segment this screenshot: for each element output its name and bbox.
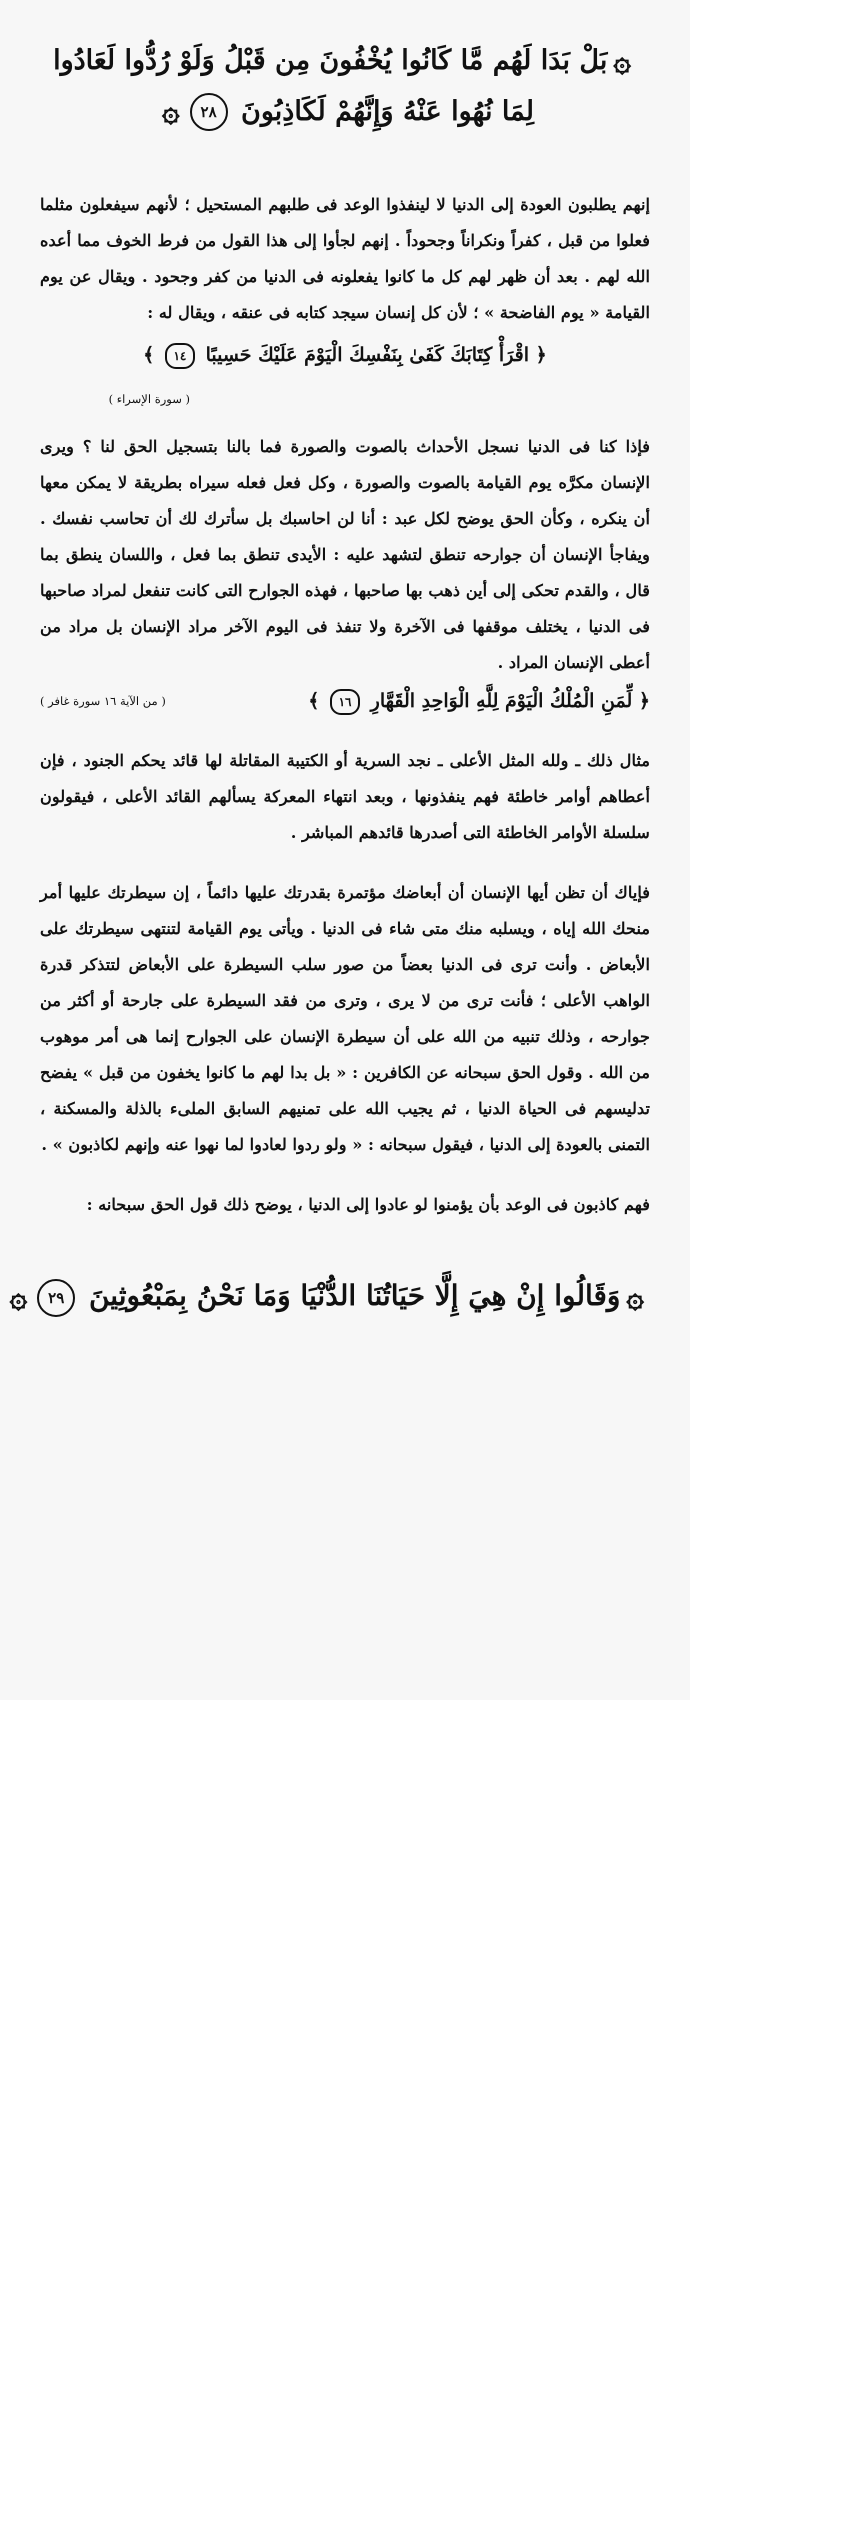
ayah-number-badge: ١٤ bbox=[165, 343, 195, 369]
footer-verse-text: وَقَالُوا إِنْ هِيَ إِلَّا حَيَاتُنَا الدُّنْيَا وَمَا نَحْنُ بِمَبْعُوثِينَ bbox=[88, 1279, 621, 1312]
bracket-open-icon: ﴿ bbox=[638, 690, 650, 712]
paragraph-2: فإذا كنا فى الدنيا نسجل الأحداث بالصوت والصورة فما بالنا بتسجيل الحق لنا ؟ ويرى الإنسان مكرَّه يوم القيامة بالصوت والصورة ، وكل فعل فعله سيراه بطريقة لا يمكن معها أن ينكره ، وكأن الحق يوضح لكل عبد : أنا لن احاسبك بل سأترك لك أن تحاسب نفسك . ويفاجأ الإنسان أن جوارحه تنطق لتشهد عليه : الأيدى تنطق بما فعل ، واللسان ينطق بما قال ، والقدم تحكى إلى أين ذهب بها صاحبها ، فهذه الجوارح التى كانت تنفعل لمراد صاحبها فى الدنيا ، يختلف موقفها فى الآخرة ولا تنفذ فى اليوم الآخر مراد الإنسان بل مراد من أعطى الإنسان المراد . bbox=[40, 437, 650, 672]
bracket-close-icon: ﴾ bbox=[143, 344, 155, 366]
header-verse-line-2 bbox=[40, 87, 650, 138]
ornament-icon: ۞ bbox=[9, 1279, 28, 1315]
quote-verse-1 bbox=[40, 337, 650, 373]
ornament-icon: ۞ bbox=[626, 1279, 644, 1315]
ornament-icon: ۞ bbox=[162, 94, 180, 129]
header-verse-line-1 bbox=[40, 36, 650, 87]
header-verse-text-2: لِمَا نُهُوا عَنْهُ وَإِنَّهُمْ لَكَاذِبُونَ bbox=[241, 95, 534, 127]
ornament-icon: ۞ bbox=[613, 43, 631, 79]
paragraph-3: مثال ذلك ـ ولله المثل الأعلى ـ نجد السرية أو الكتيبة المقاتلة لها قائد يحكم الجنود ، فإن أعطاهم أوامر خاطئة فهم ينفذونها ، وبعد انتهاء المعركة يسألهم القائد الأعلى ، فيقولون سلسلة الأوامر الخاطئة التى أصدرها قائدهم المباشر . bbox=[40, 751, 650, 842]
paragraph-5: فهم كاذبون فى الوعد بأن يؤمنوا لو عادوا إلى الدنيا ، يوضح ذلك قول الحق سبحانه : bbox=[86, 1195, 650, 1214]
quote-2-reference: ( من الآية ١٦ سورة غافر ) bbox=[40, 694, 166, 708]
paragraph-4: فإياك أن تظن أيها الإنسان أن أبعاضك مؤتمرة بقدرتك عليها دائماً ، إن سيطرتك عليها أمر منحك الله إياه ، ويسلبه منك متى شاء فى الدنيا . ويأتى يوم القيامة لتنتهى سيطرتك على الأبعاض . وأنت ترى فى الدنيا بعضاً من صور سلب السيطرة على الأبعاض لتتذكر قدرة الواهب الأعلى ؛ فأنت ترى من لا يرى ، وترى من فقد السيطرة على جارحة أو أكثر من جوارحه ، وذلك تنبيه من الله على أن سيطرة الإنسان على الجوارح إنما هى أمر موهوب من الله . وقول الحق سبحانه عن الكافرين : « بل بدا لهم ما كانوا يخفون من قبل » يفضح تدليسهم فى الحياة الدنيا ، ثم يجيب الله على تمنيهم السابق الملىء بالذلة والمسكنة ، التمنى بالعودة إلى الدنيا ، فيقول سبحانه : « ولو ردوا لعادوا لما نهوا عنه وإنهم لكاذبون » . bbox=[40, 883, 650, 1154]
quote-verse-2 bbox=[308, 683, 650, 719]
bracket-close-icon: ﴾ bbox=[308, 690, 320, 712]
ayah-number-badge: ١٦ bbox=[330, 689, 360, 715]
quote-verse-1-text: اقْرَأْ كِتَابَكَ كَفَىٰ بِنَفْسِكَ الْيَوْمَ عَلَيْكَ حَسِيبًا bbox=[205, 344, 530, 366]
header-verse-text-1: بَلْ بَدَا لَهُم مَّا كَانُوا يُخْفُونَ مِن قَبْلُ وَلَوْ رُدُّوا لَعَادُوا bbox=[53, 45, 608, 76]
page-content bbox=[9, 36, 650, 1325]
quote-1-reference: ( سورة الإسراء ) bbox=[108, 392, 190, 406]
quote-verse-2-text: لِّمَنِ الْمُلْكُ الْيَوْمَ لِلَّهِ الْوَاحِدِ الْقَهَّارِ bbox=[370, 690, 633, 712]
ayah-number-badge: ٢٨ bbox=[190, 93, 228, 131]
paragraph-1: إنهم يطلبون العودة إلى الدنيا لا لينفذوا الوعد فى طلبهم المستحيل ؛ لأنهم سيفعلون مثلما فعلوا من قبل ، كفراً ونكراناً وجحوداً . إنهم لجأوا إلى هذا القول من فرط الخوف مما أعده الله لهم . بعد أن ظهر لهم كل ما كانوا يفعلونه فى الدنيا من كفر وجحود . ويقال عن يوم القيامة « يوم الفاضحة » ؛ لأن كل إنسان سيجد كتابه فى عنقه ، ويقال له : bbox=[40, 195, 650, 322]
bracket-open-icon: ﴿ bbox=[535, 344, 547, 366]
ayah-number-badge: ٢٩ bbox=[37, 1279, 75, 1317]
footer-verse bbox=[9, 1269, 650, 1325]
quote-verse-2-row bbox=[40, 683, 650, 719]
header-verse bbox=[40, 36, 650, 137]
